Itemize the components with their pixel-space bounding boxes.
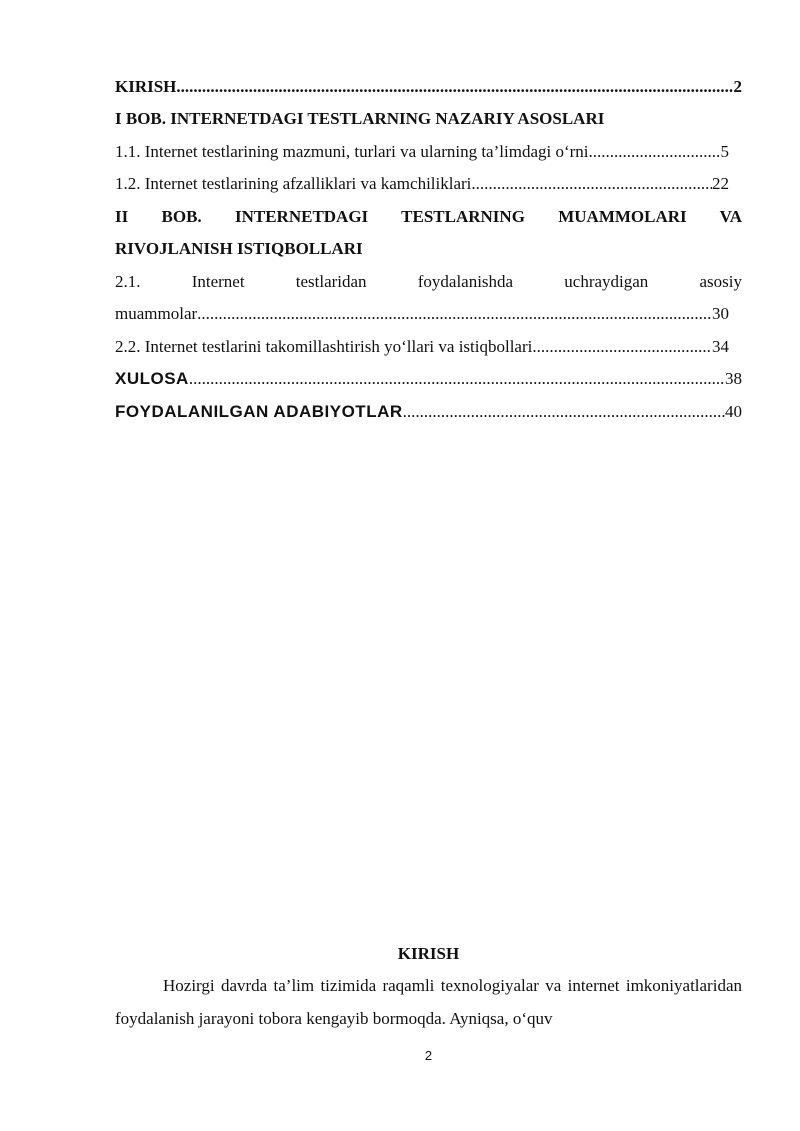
toc-entry-2-1-line2[interactable] bbox=[115, 303, 729, 325]
toc-title: muammolar bbox=[115, 304, 198, 323]
toc-page-number: 2 bbox=[733, 77, 742, 96]
section-heading: KIRISH bbox=[397, 944, 460, 963]
toc-leader-dots bbox=[403, 401, 725, 423]
toc-leader-dots bbox=[532, 336, 712, 358]
toc-chapter-2-heading-line2[interactable]: RIVOJLANISH ISTIQBOLLARI bbox=[115, 239, 363, 258]
document-page bbox=[115, 0, 742, 1131]
page-number: 2 bbox=[424, 1048, 433, 1063]
toc-entry-2-1-line1[interactable]: 2.1. Internet testlaridan foydalanishda uchraydigan asosiy bbox=[115, 272, 742, 291]
toc-page-number: 38 bbox=[725, 369, 742, 388]
toc-title: FOYDALANILGAN ADABIYOTLAR bbox=[115, 402, 403, 421]
toc-title: 2.2. Internet testlarini takomillashtirish yo‘llari va istiqbollari bbox=[115, 337, 533, 356]
toc-title: 1.1. Internet testlarining mazmuni, turlari va ularning ta’limdagi o‘rni bbox=[115, 142, 589, 161]
toc-page-number: 22 bbox=[712, 174, 729, 193]
body-paragraph: Hozirgi davrda ta’lim tizimida raqamli texnologiyalar va internet imkoniyatlaridan foydalanish jarayoni tobora kengayib bormoqda. Ayniqsa, o‘quv bbox=[115, 976, 742, 1028]
toc-title: 1.2. Internet testlarining afzalliklari va kamchiliklari bbox=[115, 174, 472, 193]
toc-title: KIRISH bbox=[115, 77, 177, 96]
toc-page-number: 5 bbox=[720, 142, 729, 161]
toc-leader-dots bbox=[589, 141, 721, 163]
toc-page-number: 40 bbox=[725, 402, 742, 421]
toc-leader-dots bbox=[471, 173, 712, 195]
toc-chapter-2-heading-line1[interactable]: II BOB. INTERNETDAGI TESTLARNING MUAMMOLARI VA bbox=[115, 207, 742, 226]
toc-leader-dots bbox=[197, 303, 712, 325]
toc-leader-dots bbox=[176, 76, 733, 98]
toc-page-number: 30 bbox=[712, 304, 729, 323]
toc-entry-1-1[interactable] bbox=[115, 141, 729, 163]
toc-title: XULOSA bbox=[115, 369, 189, 388]
toc-entry-2-2[interactable] bbox=[115, 336, 729, 358]
toc-entry-1-2[interactable] bbox=[115, 173, 729, 195]
toc-entry-xulosa[interactable] bbox=[115, 368, 742, 390]
toc-leader-dots bbox=[189, 368, 725, 390]
toc-entry-adabiyotlar[interactable] bbox=[115, 401, 742, 423]
toc-chapter-1-heading[interactable]: I BOB. INTERNETDAGI TESTLARNING NAZARIY ASOSLARI bbox=[115, 109, 605, 128]
toc-page-number: 34 bbox=[712, 337, 729, 356]
toc-entry-kirish[interactable] bbox=[115, 76, 742, 98]
